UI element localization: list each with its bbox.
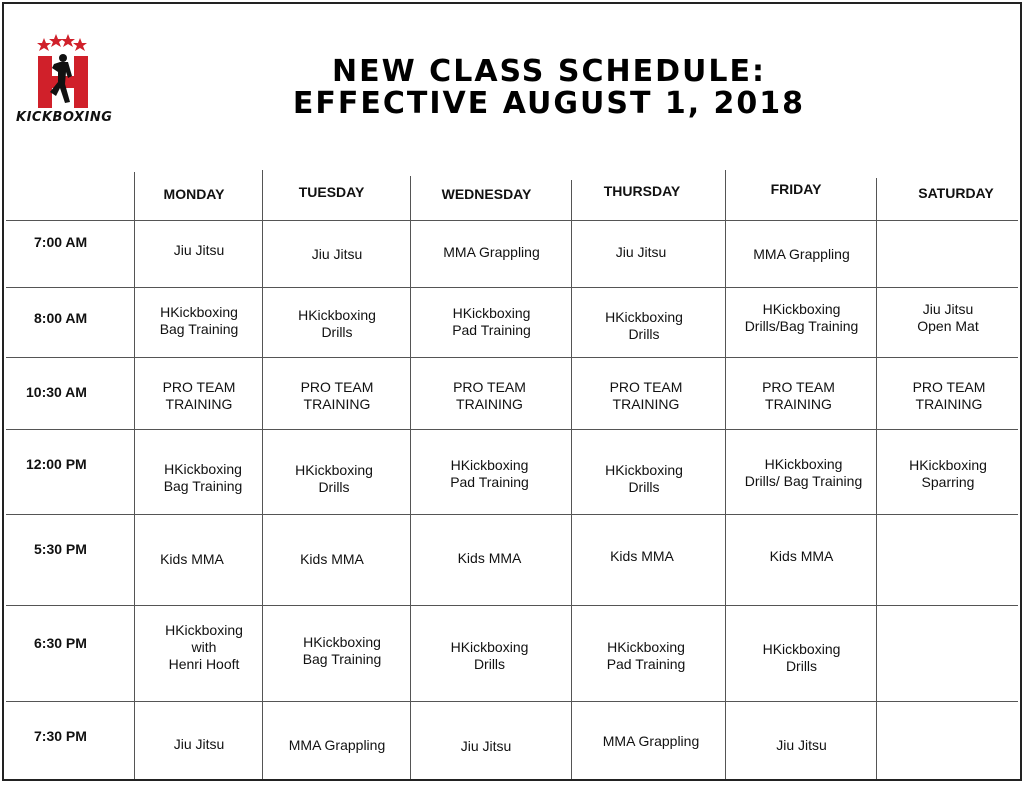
- row-divider: [6, 287, 1018, 288]
- class-name-line: HKickboxing: [450, 457, 529, 473]
- class-cell: [264, 634, 420, 668]
- class-name: Kids MMA: [160, 551, 224, 567]
- class-name-line: Jiu Jitsu: [922, 301, 974, 317]
- class-cell: [878, 379, 1020, 413]
- class-cell: [264, 307, 410, 341]
- class-name: Kids MMA: [300, 551, 364, 567]
- row-divider: [6, 514, 1018, 515]
- class-name: Jiu Jitsu: [311, 246, 363, 262]
- class-name-line: HKickboxing: [160, 304, 238, 320]
- class-name-line: Henri Hooft: [168, 656, 240, 672]
- class-name-line: Drills: [628, 326, 660, 342]
- class-cell: [727, 456, 880, 490]
- class-cell: [412, 457, 567, 491]
- class-cell: [264, 551, 400, 568]
- time-label: 10:30 AM: [26, 384, 87, 400]
- day-header-saturday: SATURDAY: [918, 185, 994, 201]
- class-name-line: PRO TEAM: [912, 379, 986, 395]
- class-name-line: Pad Training: [450, 474, 529, 490]
- class-cell: [136, 242, 262, 259]
- class-name-line: HKickboxing: [298, 307, 376, 323]
- class-name: Kids MMA: [457, 550, 522, 566]
- column-divider: [571, 180, 572, 779]
- schedule-page: [2, 2, 1022, 781]
- day-header-tuesday: TUESDAY: [298, 184, 365, 200]
- class-cell: [727, 737, 876, 754]
- class-cell: [573, 639, 719, 673]
- column-divider: [410, 176, 411, 779]
- row-divider: [6, 220, 1018, 221]
- class-name: Jiu Jitsu: [776, 737, 827, 753]
- class-cell: [573, 548, 711, 565]
- class-name-line: Bag Training: [302, 651, 382, 667]
- class-cell: [573, 462, 715, 496]
- class-name-line: HKickboxing: [165, 622, 243, 638]
- class-name-line: TRAINING: [456, 396, 523, 412]
- title-line-2: EFFECTIVE AUGUST 1, 2018: [292, 86, 806, 121]
- class-cell: [264, 737, 410, 754]
- class-cell: [136, 622, 272, 673]
- class-name: MMA Grappling: [753, 246, 850, 262]
- class-name-line: TRAINING: [915, 396, 983, 412]
- class-name-line: Sparring: [921, 474, 975, 490]
- class-name: Jiu Jitsu: [615, 244, 667, 260]
- class-name-line: with: [191, 639, 217, 655]
- time-label: 12:00 PM: [26, 456, 87, 472]
- class-name-line: Drills: [318, 479, 350, 495]
- class-name-line: HKickboxing: [605, 462, 683, 478]
- class-cell: [412, 379, 567, 413]
- class-name-line: Pad Training: [606, 656, 686, 672]
- logo-wordmark: KICKBOXING: [16, 110, 113, 125]
- class-name-line: TRAINING: [612, 396, 680, 412]
- class-name-line: HKickboxing: [450, 639, 529, 655]
- class-name-line: HKickboxing: [605, 309, 683, 325]
- class-name-line: HKickboxing: [762, 641, 841, 657]
- time-label: 8:00 AM: [34, 310, 88, 326]
- row-divider: [6, 357, 1018, 358]
- class-cell: [136, 551, 248, 568]
- row-divider: [6, 429, 1018, 430]
- class-name-line: TRAINING: [303, 396, 371, 412]
- time-label: 6:30 PM: [34, 635, 87, 651]
- class-name-line: HKickboxing: [607, 639, 685, 655]
- class-name-line: HKickboxing: [762, 301, 841, 317]
- row-divider: [6, 701, 1018, 702]
- class-name-line: Drills: [628, 479, 660, 495]
- class-cell: [264, 379, 410, 413]
- class-name-line: HKickboxing: [764, 456, 843, 472]
- class-name-line: PRO TEAM: [453, 379, 526, 395]
- class-cell: [573, 244, 709, 261]
- class-name: Kids MMA: [769, 548, 834, 564]
- class-name-line: HKickboxing: [164, 461, 242, 477]
- class-name: Jiu Jitsu: [173, 736, 225, 752]
- class-name: MMA Grappling: [288, 737, 386, 753]
- class-name-line: Drills/Bag Training: [744, 318, 859, 334]
- column-divider: [725, 170, 726, 779]
- class-cell: [727, 379, 870, 413]
- class-name: MMA Grappling: [443, 244, 540, 260]
- class-name-line: Drills: [785, 658, 818, 674]
- class-cell: [573, 309, 715, 343]
- class-cell: [264, 246, 410, 263]
- class-cell: [878, 301, 1018, 335]
- class-cell: [727, 641, 876, 675]
- class-cell: [136, 379, 262, 413]
- class-cell: [573, 379, 719, 413]
- class-cell: [412, 305, 571, 339]
- class-cell: [727, 246, 876, 263]
- row-divider: [6, 605, 1018, 606]
- class-name-line: TRAINING: [765, 396, 832, 412]
- class-cell: [136, 736, 262, 753]
- class-cell: [412, 639, 567, 673]
- class-name: Jiu Jitsu: [173, 242, 225, 258]
- class-name-line: HKickboxing: [452, 305, 531, 321]
- class-name: MMA Grappling: [602, 733, 700, 749]
- class-name-line: Open Mat: [917, 318, 979, 334]
- class-cell: [878, 457, 1018, 491]
- class-cell: [727, 301, 876, 335]
- title-line-1: NEW CLASS SCHEDULE:: [332, 54, 766, 89]
- class-name-line: PRO TEAM: [300, 379, 374, 395]
- class-cell: [727, 548, 876, 565]
- class-cell: [412, 550, 567, 567]
- logo-mark-icon: [16, 32, 112, 112]
- class-name-line: PRO TEAM: [609, 379, 683, 395]
- class-name-line: Bag Training: [163, 478, 243, 494]
- class-name-line: TRAINING: [165, 396, 233, 412]
- class-cell: [412, 738, 560, 755]
- class-name: Jiu Jitsu: [460, 738, 512, 754]
- page-title: [204, 56, 894, 120]
- class-name-line: HKickboxing: [303, 634, 381, 650]
- class-name-line: HKickboxing: [295, 462, 373, 478]
- class-name-line: HKickboxing: [909, 457, 987, 473]
- class-cell: [264, 462, 404, 496]
- kickboxing-logo: [16, 32, 112, 132]
- class-name-line: Drills/ Bag Training: [744, 473, 863, 489]
- column-divider: [134, 172, 135, 779]
- time-label: 7:30 PM: [34, 728, 87, 744]
- class-name-line: Drills: [321, 324, 353, 340]
- day-header-wednesday: WEDNESDAY: [441, 186, 532, 202]
- class-cell: [573, 733, 729, 750]
- class-cell: [412, 244, 571, 261]
- time-label: 5:30 PM: [34, 541, 87, 557]
- class-name-line: PRO TEAM: [162, 379, 236, 395]
- class-name-line: Drills: [473, 656, 506, 672]
- day-header-thursday: THURSDAY: [603, 183, 681, 199]
- time-label: 7:00 AM: [34, 234, 88, 250]
- class-name: Kids MMA: [610, 548, 674, 564]
- class-name-line: PRO TEAM: [762, 379, 835, 395]
- class-name-line: Bag Training: [159, 321, 239, 337]
- day-header-monday: MONDAY: [163, 186, 225, 202]
- class-cell: [136, 304, 262, 338]
- class-name-line: Pad Training: [452, 322, 531, 338]
- day-header-friday: FRIDAY: [770, 181, 822, 197]
- class-cell: [138, 461, 268, 495]
